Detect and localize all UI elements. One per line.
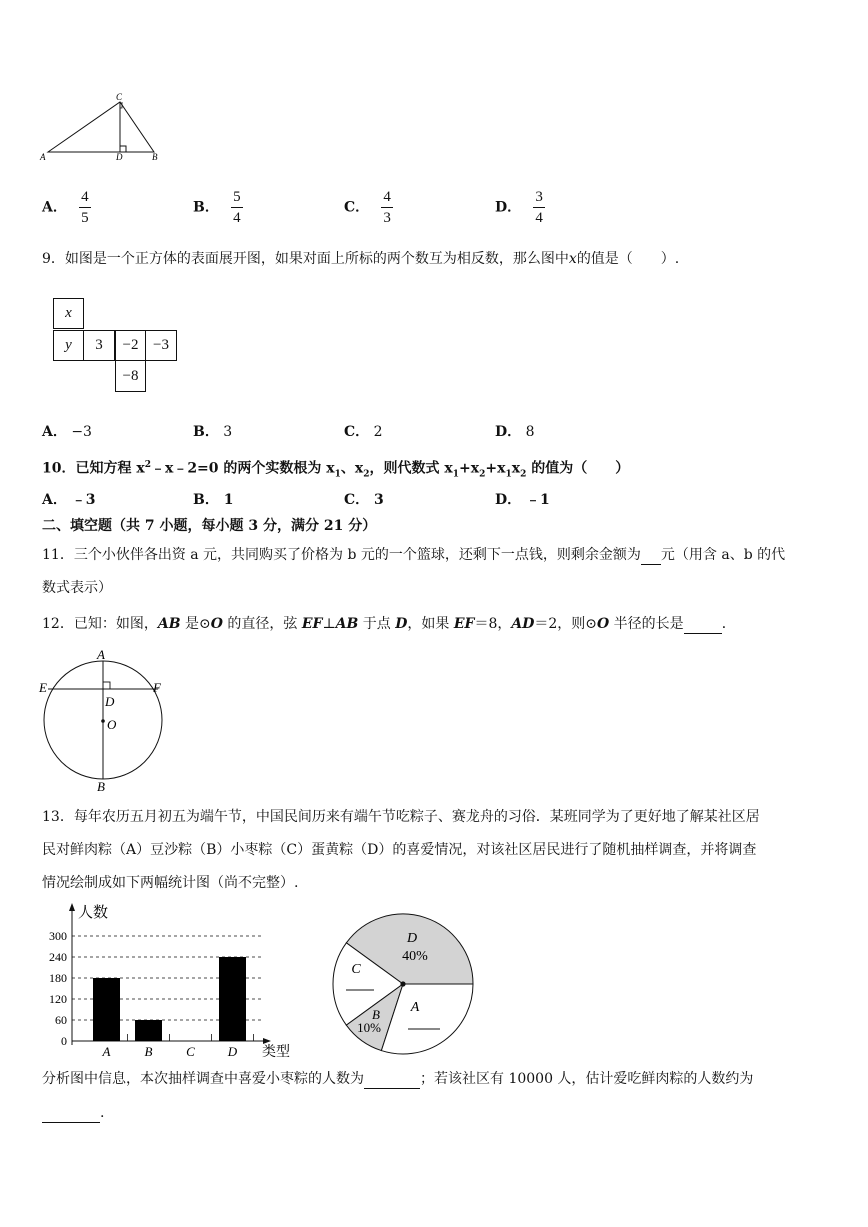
q10-option-b: B． 1 — [193, 492, 234, 508]
y-tick-label: 180 — [49, 971, 67, 985]
q13-analysis-line2: . — [42, 1103, 834, 1123]
label-d: D — [116, 152, 123, 162]
y-tick-label: 120 — [49, 992, 67, 1006]
q13-line3: 情况绘制成如下两幅统计图（尚不完整）. — [42, 875, 299, 891]
bar-d — [219, 957, 246, 1041]
q11-question-line1: 11．三个小伙伴各出资 a 元，共同购买了价格为 b 元的一个篮球，还剩下一点钱，则剩余金额为 元（用含 a、b 的代 — [42, 547, 786, 563]
circle-label-o: O — [107, 717, 117, 732]
pie-percent-b: 10% — [357, 1020, 381, 1035]
q9-option-d: D． 8 — [495, 424, 535, 440]
q13-line2: 民对鲜肉粽（A）豆沙粽（B）小枣粽（C）蛋黄粽（D）的喜爱情况，对该社区居民进行了随机抽样调查，并将调查 — [42, 842, 757, 858]
y-tick-label: 240 — [49, 950, 67, 964]
q10-question: 10．已知方程 $x^2﹣x﹣2=0$ 的两个实数根为 $x_1$、$x_2$，则代数式 $x_1+x_2+x_1x_2$ 的值为（ ） — [42, 460, 630, 480]
triangle-figure — [38, 92, 168, 164]
circle-figure — [36, 646, 172, 792]
x-tick-label: A — [102, 1044, 111, 1059]
circle-label-b: B — [97, 779, 105, 792]
q8-option-c: C． $\frac{4}{3}$ — [344, 188, 393, 227]
net-cell-neg8: −8 — [115, 361, 146, 392]
q8-option-d: D． $\frac{3}{4}$ — [495, 188, 545, 227]
label-c: C — [116, 92, 123, 102]
q9-option-c: C． 2 — [344, 424, 383, 440]
circle-label-d: D — [105, 694, 115, 709]
net-cell-neg3: −3 — [146, 330, 177, 361]
y-axis-title: 人数 — [78, 905, 109, 921]
q11-question-line2: 数式表示） — [42, 580, 112, 596]
pie-center — [400, 981, 405, 986]
net-cell-x: x — [53, 298, 84, 329]
label-b: B — [152, 152, 158, 162]
q8-option-a: A． $\frac{4}{5}$ — [42, 188, 91, 227]
pie-chart — [330, 906, 480, 1061]
bar-chart — [34, 900, 304, 1060]
q9-question: 9．如图是一个正方体的表面展开图，如果对面上所标的两个数互为相反数，那么图中x的值是（ ）. — [42, 251, 680, 267]
circle-label-f: F — [153, 680, 161, 695]
q10-option-c: C． 3 — [344, 492, 384, 508]
y-tick-label: 0 — [61, 1034, 67, 1048]
net-cell-y: y — [53, 330, 84, 361]
net-cell-3: 3 — [84, 330, 115, 361]
circle-label-a: A — [97, 647, 105, 662]
y-tick-label: 300 — [49, 929, 67, 943]
y-axis-arrow — [69, 903, 75, 911]
q8-option-b: B． $\frac{5}{4}$ — [193, 188, 243, 227]
bar-a — [93, 978, 120, 1041]
x-tick-label: B — [144, 1044, 153, 1059]
q13-analysis: 分析图中信息，本次抽样调查中喜爱小枣粽的人数为 ；若该社区有 10000 人，估计爱吃鲜肉粽的人数约为 — [42, 1071, 754, 1087]
net-cell-neg2: −2 — [115, 330, 146, 361]
bar-b — [135, 1020, 162, 1041]
label-a: A — [40, 152, 46, 162]
x-tick-label: D — [227, 1044, 238, 1059]
pie-label-b: B — [372, 1007, 380, 1022]
section-heading: 二、填空题（共 7 小题，每小题 3 分，满分 21 分） — [42, 518, 377, 534]
x-axis-title: 类型 — [262, 1045, 290, 1060]
x-tick-label: C — [186, 1044, 195, 1059]
q10-option-d: D． ﹣1 — [495, 492, 550, 508]
pie-label-a: A — [410, 1000, 420, 1015]
cube-net — [53, 298, 183, 398]
q9-option-b: B． 3 — [193, 424, 233, 440]
pie-label-d: D — [406, 931, 418, 946]
y-tick-label: 60 — [55, 1013, 67, 1027]
pie-percent-d: 40% — [402, 949, 428, 964]
x-axis-arrow — [263, 1038, 271, 1044]
q9-option-a: A． −3 — [42, 424, 92, 440]
q12-question: 12．已知：如图，AB 是⊙O 的直径，弦 EF⊥AB 于点 D，如果 EF＝8，AD＝2，则⊙O 半径的长是 ． — [42, 616, 736, 632]
circle-label-e: E — [39, 680, 47, 695]
pie-label-c: C — [351, 962, 361, 977]
q10-option-a: A． ﹣3 — [42, 492, 96, 508]
q13-line1: 13．每年农历五月初五为端午节，中国民间历来有端午节吃粽子、赛龙舟的习俗．某班同学为了更好地了解某社区居 — [42, 809, 760, 825]
